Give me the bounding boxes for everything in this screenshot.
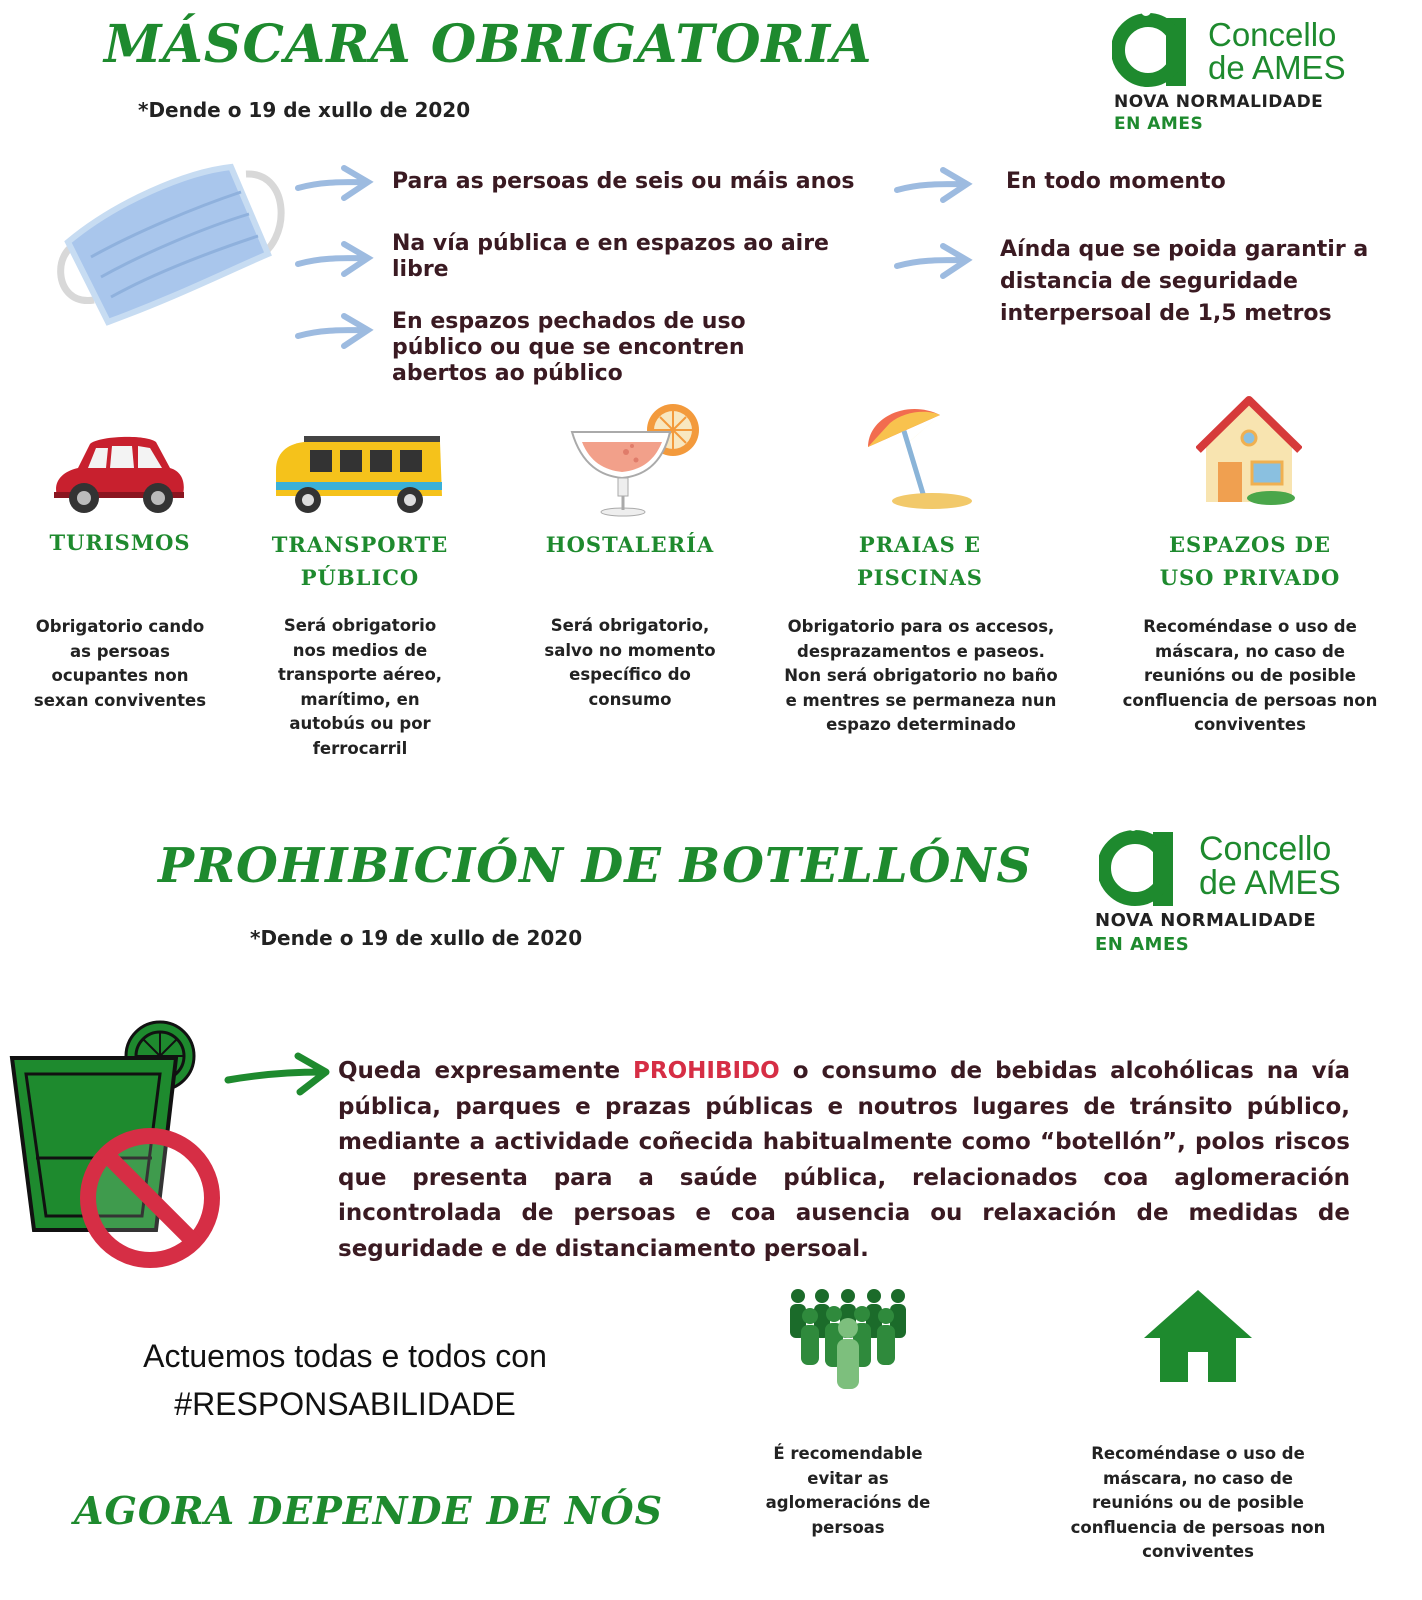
prohibited-drink-icon (8, 1018, 223, 1270)
category-title-transporte: TRANSPORTE PÚBLICO (271, 532, 449, 590)
logo-line2: de AMES (1208, 49, 1346, 86)
prohibited-word: PROHIBIDO (633, 1058, 780, 1084)
arrow-right-icon (893, 166, 973, 206)
arrow-right-icon (294, 312, 374, 352)
prohibition-text (338, 1054, 1350, 1267)
home-desc: Recoméndase o uso de máscara, no caso de reunións ou de posible confluencia de persoas non conviventes (1070, 1444, 1326, 1561)
category-title-hostaleria: HOSTALERÍA (545, 532, 715, 557)
bullet-always: En todo momento (1006, 169, 1226, 194)
category-desc-turismos: Obrigatorio cando as persoas ocupantes non sexan conviventes (33, 617, 207, 710)
logo-tag1: NOVA NORMALIDADE (1114, 92, 1324, 112)
home-icon (1142, 1288, 1254, 1384)
bullet-public-road: Na vía pública e en espazos ao aire libre (392, 231, 829, 282)
house-icon (1196, 396, 1302, 506)
logo-tag1: NOVA NORMALIDADE (1095, 910, 1317, 931)
face-mask-icon (46, 162, 286, 330)
prohibition-text-rest: o consumo de bebidas alcohólicas na vía pública, parques e prazas públicas e noutros lugares de tránsito público, mediante a actividade coñecida habitualmente como “botellón”, polos riscos que presenta para a saúde pública, relacionados coa aglomeración incontrolada de persoas e coa ausencia ou relaxación de medidas de seguridade e de distanciamento persoal. (338, 1058, 1351, 1262)
concello-logo (1112, 6, 1412, 141)
bullet-closed-spaces: En espazos pechados de uso público ou que se encontren abertos ao público (392, 309, 746, 386)
arrow-right-icon (222, 1050, 334, 1100)
logo-line1: Concello (1199, 830, 1332, 868)
arrow-right-icon (294, 240, 374, 280)
concello-logo (1095, 818, 1405, 958)
category-title-praias: PRAIAS E PISCINAS (857, 532, 983, 590)
logo-line2: de AMES (1199, 864, 1341, 902)
category-desc-transporte: Será obrigatorio nos medios de transporte aéreo, marítimo, en autobús ou por ferrocarril (277, 616, 443, 758)
page-title: MÁSCARA OBRIGATORIA (104, 14, 873, 75)
slogan: AGORA DEPENDE DE NÓS (74, 1488, 664, 1533)
bus-icon (274, 436, 446, 516)
category-title-turismos: TURISMOS (49, 530, 191, 555)
date-note: *Dende o 19 de xullo de 2020 (138, 98, 471, 122)
beach-umbrella-icon (864, 403, 976, 511)
section2-date-note: *Dende o 19 de xullo de 2020 (250, 926, 583, 950)
section2-title: PROHIBICIÓN DE BOTELLÓNS (158, 838, 1033, 894)
category-desc-espazos: Recoméndase o uso de máscara, no caso de reunións ou de posible confluencia de persoas non conviventes (1122, 617, 1378, 734)
car-icon (50, 432, 188, 516)
crowd-icon (786, 1288, 910, 1392)
arrow-right-icon (893, 242, 973, 282)
arrow-right-icon (294, 164, 374, 204)
responsibility-line1: Actuemos todas e todos con (143, 1338, 547, 1374)
crowd-desc: É recomendable evitar as aglomeracións de persoas (765, 1444, 931, 1537)
bullet-distance: Aínda que se poida garantir a distancia de seguridade interpersoal de 1,5 metros (1000, 237, 1369, 326)
ames-logo-icon (1099, 818, 1175, 908)
responsibility-hashtag: #RESPONSABILIDADE (174, 1386, 516, 1422)
cocktail-icon (570, 400, 705, 520)
category-title-espazos: ESPAZOS DE USO PRIVADO (1159, 532, 1341, 590)
logo-tag2: EN AMES (1095, 934, 1190, 955)
logo-tag2: EN AMES (1114, 114, 1204, 134)
prohibition-text-start: Queda expresamente (338, 1058, 634, 1084)
category-desc-praias: Obrigatorio para os accesos, desprazamentos e paseos. Non será obrigatorio no baño e mentres se permaneza nun espazo determinado (784, 617, 1058, 734)
bullet-age: Para as persoas de seis ou máis anos (392, 169, 855, 194)
category-desc-hostaleria: Será obrigatorio, salvo no momento específico do consumo (544, 616, 716, 709)
ames-logo-icon (1112, 6, 1188, 88)
logo-line1: Concello (1208, 16, 1337, 53)
